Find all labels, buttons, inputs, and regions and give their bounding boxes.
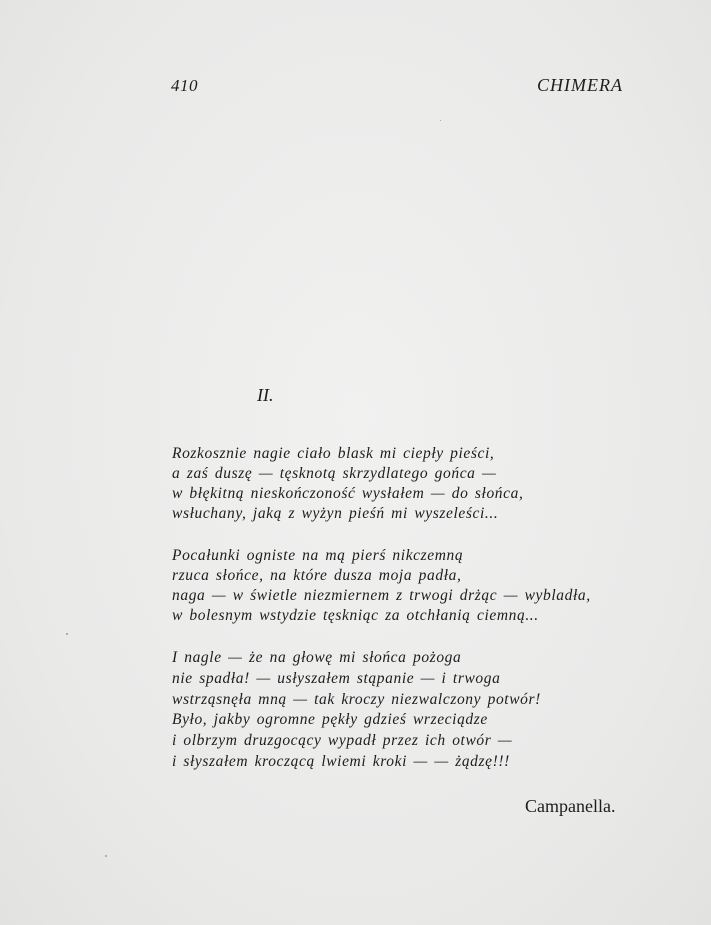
page-number: 410: [171, 76, 198, 95]
poem-line: i olbrzym druzgocący wypadł przez ich otwór —: [172, 732, 513, 750]
poem-line: Rozkosznie nagie ciało blask mi ciepły pieści,: [172, 445, 495, 462]
stanza-2: [172, 546, 652, 626]
poem-line: nie spadła! — usłyszałem stąpanie — i trwoga: [172, 669, 501, 687]
poem-line: I nagle — że na głowę mi słońca pożoga: [172, 649, 462, 666]
paper-speck: [105, 855, 107, 857]
poem-line: Pocałunki ogniste na mą pierś nikczemną: [172, 547, 464, 564]
poem-line: wsłuchany, jaką z wyżyn pieśń mi wyszeleści...: [172, 505, 499, 522]
poem-line: w błękitną nieskończoność wysłałem — do słońca,: [172, 485, 524, 502]
poem-line: rzuca słońce, na które dusza moja padła,: [172, 567, 462, 584]
stanza-1: [172, 444, 652, 524]
poem-line: Było, jakby ogromne pękły gdzieś wrzeciądze: [172, 711, 488, 729]
poem-line: wstrząsnęła mną — tak kroczy niezwalczony potwór!: [172, 690, 541, 708]
paper-speck: [66, 633, 68, 635]
poem-line: i słyszałem kroczącą lwiemi kroki — — żądzę!!!: [172, 752, 510, 770]
running-title: CHIMERA: [537, 75, 623, 95]
section-number: II.: [257, 385, 274, 405]
poem-line: w bolesnym wstydzie tęskniąc za otchłanią ciemną...: [172, 607, 539, 624]
poem-line: a zaś duszę — tęsknotą skrzydlatego gońca —: [172, 465, 497, 482]
poem-body: [172, 444, 652, 795]
paper-speck: [440, 120, 441, 121]
stanza-3: [172, 648, 652, 773]
poem-line: naga — w świetle niezmiernem z trwogi drżąc — wybladła,: [172, 587, 591, 604]
author-signature: Campanella.: [525, 796, 616, 816]
